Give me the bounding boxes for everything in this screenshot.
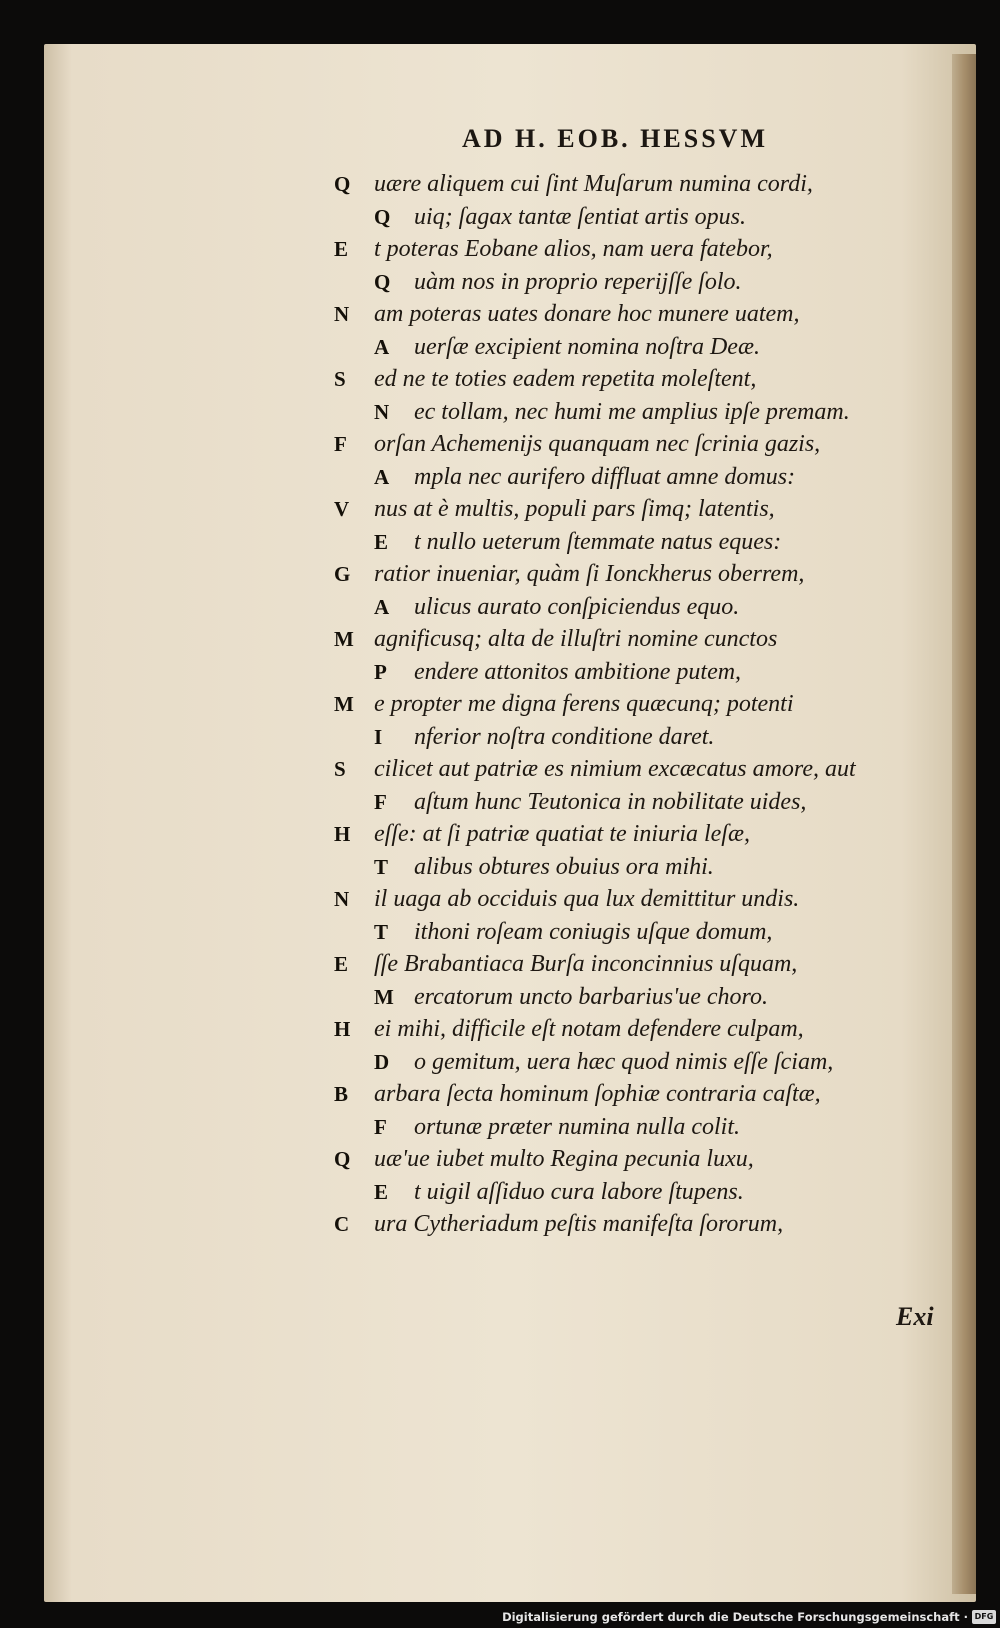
verse-line [334,266,894,299]
verse-line [334,201,894,234]
verse-text: ercatorum uncto barbarius'ue choro. [414,983,768,1010]
verse-initial: N [334,887,350,911]
verse-line [334,656,894,689]
verse-text: alibus obtures obuius ora mihi. [414,853,714,880]
catchword: Exi [896,1302,934,1331]
verse-text: endere attonitos ambitione putem, [414,658,742,685]
verse-text: ſſe Brabantiaca Burſa inconcinnius uſquam, [374,951,798,977]
verse-line [334,591,894,624]
verse-text: t uigil aſſiduo cura labore ſtupens. [414,1178,744,1205]
page-edge [952,54,976,1594]
verse-text: t poteras Eobane alios, nam uera fatebor, [374,236,773,262]
verse-initial: C [334,1212,350,1236]
book-page [44,44,976,1602]
verse-line [334,1176,894,1209]
verse-line [334,1013,894,1046]
verse-text: nferior noſtra conditione daret. [414,723,715,750]
verse-initial: G [334,562,351,586]
verse-initial: A [374,594,390,619]
verse-initial: V [334,497,350,521]
verse-text: arbara ſecta hominum ſophiæ contraria caſtæ, [374,1081,821,1107]
verse-initial: E [374,529,389,554]
verse-initial: M [334,692,354,716]
verse-line [334,331,894,364]
verse-line [334,396,894,429]
verse-initial: A [374,334,390,359]
verse-initial: B [334,1082,349,1106]
verse-initial: M [334,627,354,651]
verse-initial: N [334,302,350,326]
footer-bar [0,1604,1000,1628]
verse-initial: Q [334,1147,351,1171]
verse-initial: E [334,952,349,976]
verse-text: orſan Achemenijs quanquam nec ſcrinia gazis, [374,431,821,457]
verse-line [334,168,894,201]
verse-line [334,363,894,396]
verse-line [334,1143,894,1176]
dfg-logo: DFG [972,1610,996,1624]
verse-initial: H [334,1017,351,1041]
verse-line [334,623,894,656]
verse-line [334,428,894,461]
verse-line [334,818,894,851]
verse-initial: Q [334,172,351,196]
verse-line [334,883,894,916]
verse-initial: Q [374,204,391,229]
verse-text: cilicet aut patriæ es nimium excæcatus amore, aut [374,756,856,782]
verse-text: eſſe: at ſi patriæ quatiat te iniuria leſæ, [374,821,750,847]
verse-initial: T [374,919,389,944]
footer-credit: Digitalisierung gefördert durch die Deutsche Forschungsgemeinschaft · [502,1610,968,1624]
verse-text: ithoni roſeam coniugis uſque domum, [414,918,773,945]
verse-text: uàm nos in proprio reperijſſe ſolo. [414,268,742,295]
verse-line [334,461,894,494]
verse-text: t nullo ueterum ſtemmate natus eques: [414,528,782,555]
verse-initial: D [374,1049,390,1074]
verse-initial: F [374,1114,387,1139]
verse-line [334,1078,894,1111]
verse-line [334,558,894,591]
verse-text: il uaga ab occiduis qua lux demittitur undis. [374,886,800,912]
verse-text: ulicus aurato conſpiciendus equo. [414,593,740,620]
verse-initial: T [374,854,389,879]
verse-line [334,786,894,819]
verse-line [334,233,894,266]
verse-initial: A [374,464,390,489]
verse-text: nus at è multis, populi pars ſimq; latentis, [374,496,775,522]
verse-line [334,688,894,721]
verse-initial: S [334,757,346,781]
verse-line [334,298,894,331]
verse-line [334,1111,894,1144]
verse-text: uiq; ſagax tantæ ſentiat artis opus. [414,203,747,230]
verse-text: ratior inueniar, quàm ſi Ionckherus oberrem, [374,561,805,587]
verse-text: ei mihi, difficile eſt notam defendere culpam, [374,1016,804,1042]
verse-text: aſtum hunc Teutonica in nobilitate uides, [414,788,807,815]
verse-text: e propter me digna ferens quæcunq; potenti [374,691,794,717]
verse-text: mpla nec aurifero diffluat amne domus: [414,463,796,490]
verse-initial: E [374,1179,389,1204]
verse-text: uerſæ excipient nomina noſtra Deæ. [414,333,760,360]
verse-text: o gemitum, uera hæc quod nimis eſſe ſciam, [414,1048,834,1075]
verse-line [334,981,894,1014]
verse-initial: M [374,984,394,1009]
verse-block [334,168,894,1241]
verse-initial: E [334,237,349,261]
verse-line [334,948,894,981]
verse-line [334,851,894,884]
verse-line [334,493,894,526]
verse-initial: H [334,822,351,846]
verse-initial: I [374,724,383,749]
verse-line [334,526,894,559]
verse-line [334,1046,894,1079]
verse-initial: S [334,367,346,391]
verse-line [334,721,894,754]
verse-text: ec tollam, nec humi me amplius ipſe premam. [414,398,850,425]
verse-text: uæ'ue iubet multo Regina pecunia luxu, [374,1146,754,1172]
verse-text: agnificusq; alta de illuſtri nomine cunctos [374,626,778,652]
verse-initial: N [374,399,390,424]
verse-initial: P [374,659,387,684]
verse-text: ortunæ præter numina nulla colit. [414,1113,741,1140]
verse-initial: F [334,432,347,456]
verse-line [334,916,894,949]
verse-text: ura Cytheriadum peſtis manifeſta ſororum, [374,1211,784,1237]
verse-text: uære aliquem cui ſint Muſarum numina cordi, [374,171,813,197]
verse-initial: Q [374,269,391,294]
verse-line [334,753,894,786]
verse-initial: F [374,789,387,814]
running-head: AD H. EOB. HESSVM [462,124,768,153]
verse-line [334,1208,894,1241]
verse-text: ed ne te toties eadem repetita moleſtent, [374,366,757,392]
verse-text: am poteras uates donare hoc munere uatem, [374,301,800,327]
